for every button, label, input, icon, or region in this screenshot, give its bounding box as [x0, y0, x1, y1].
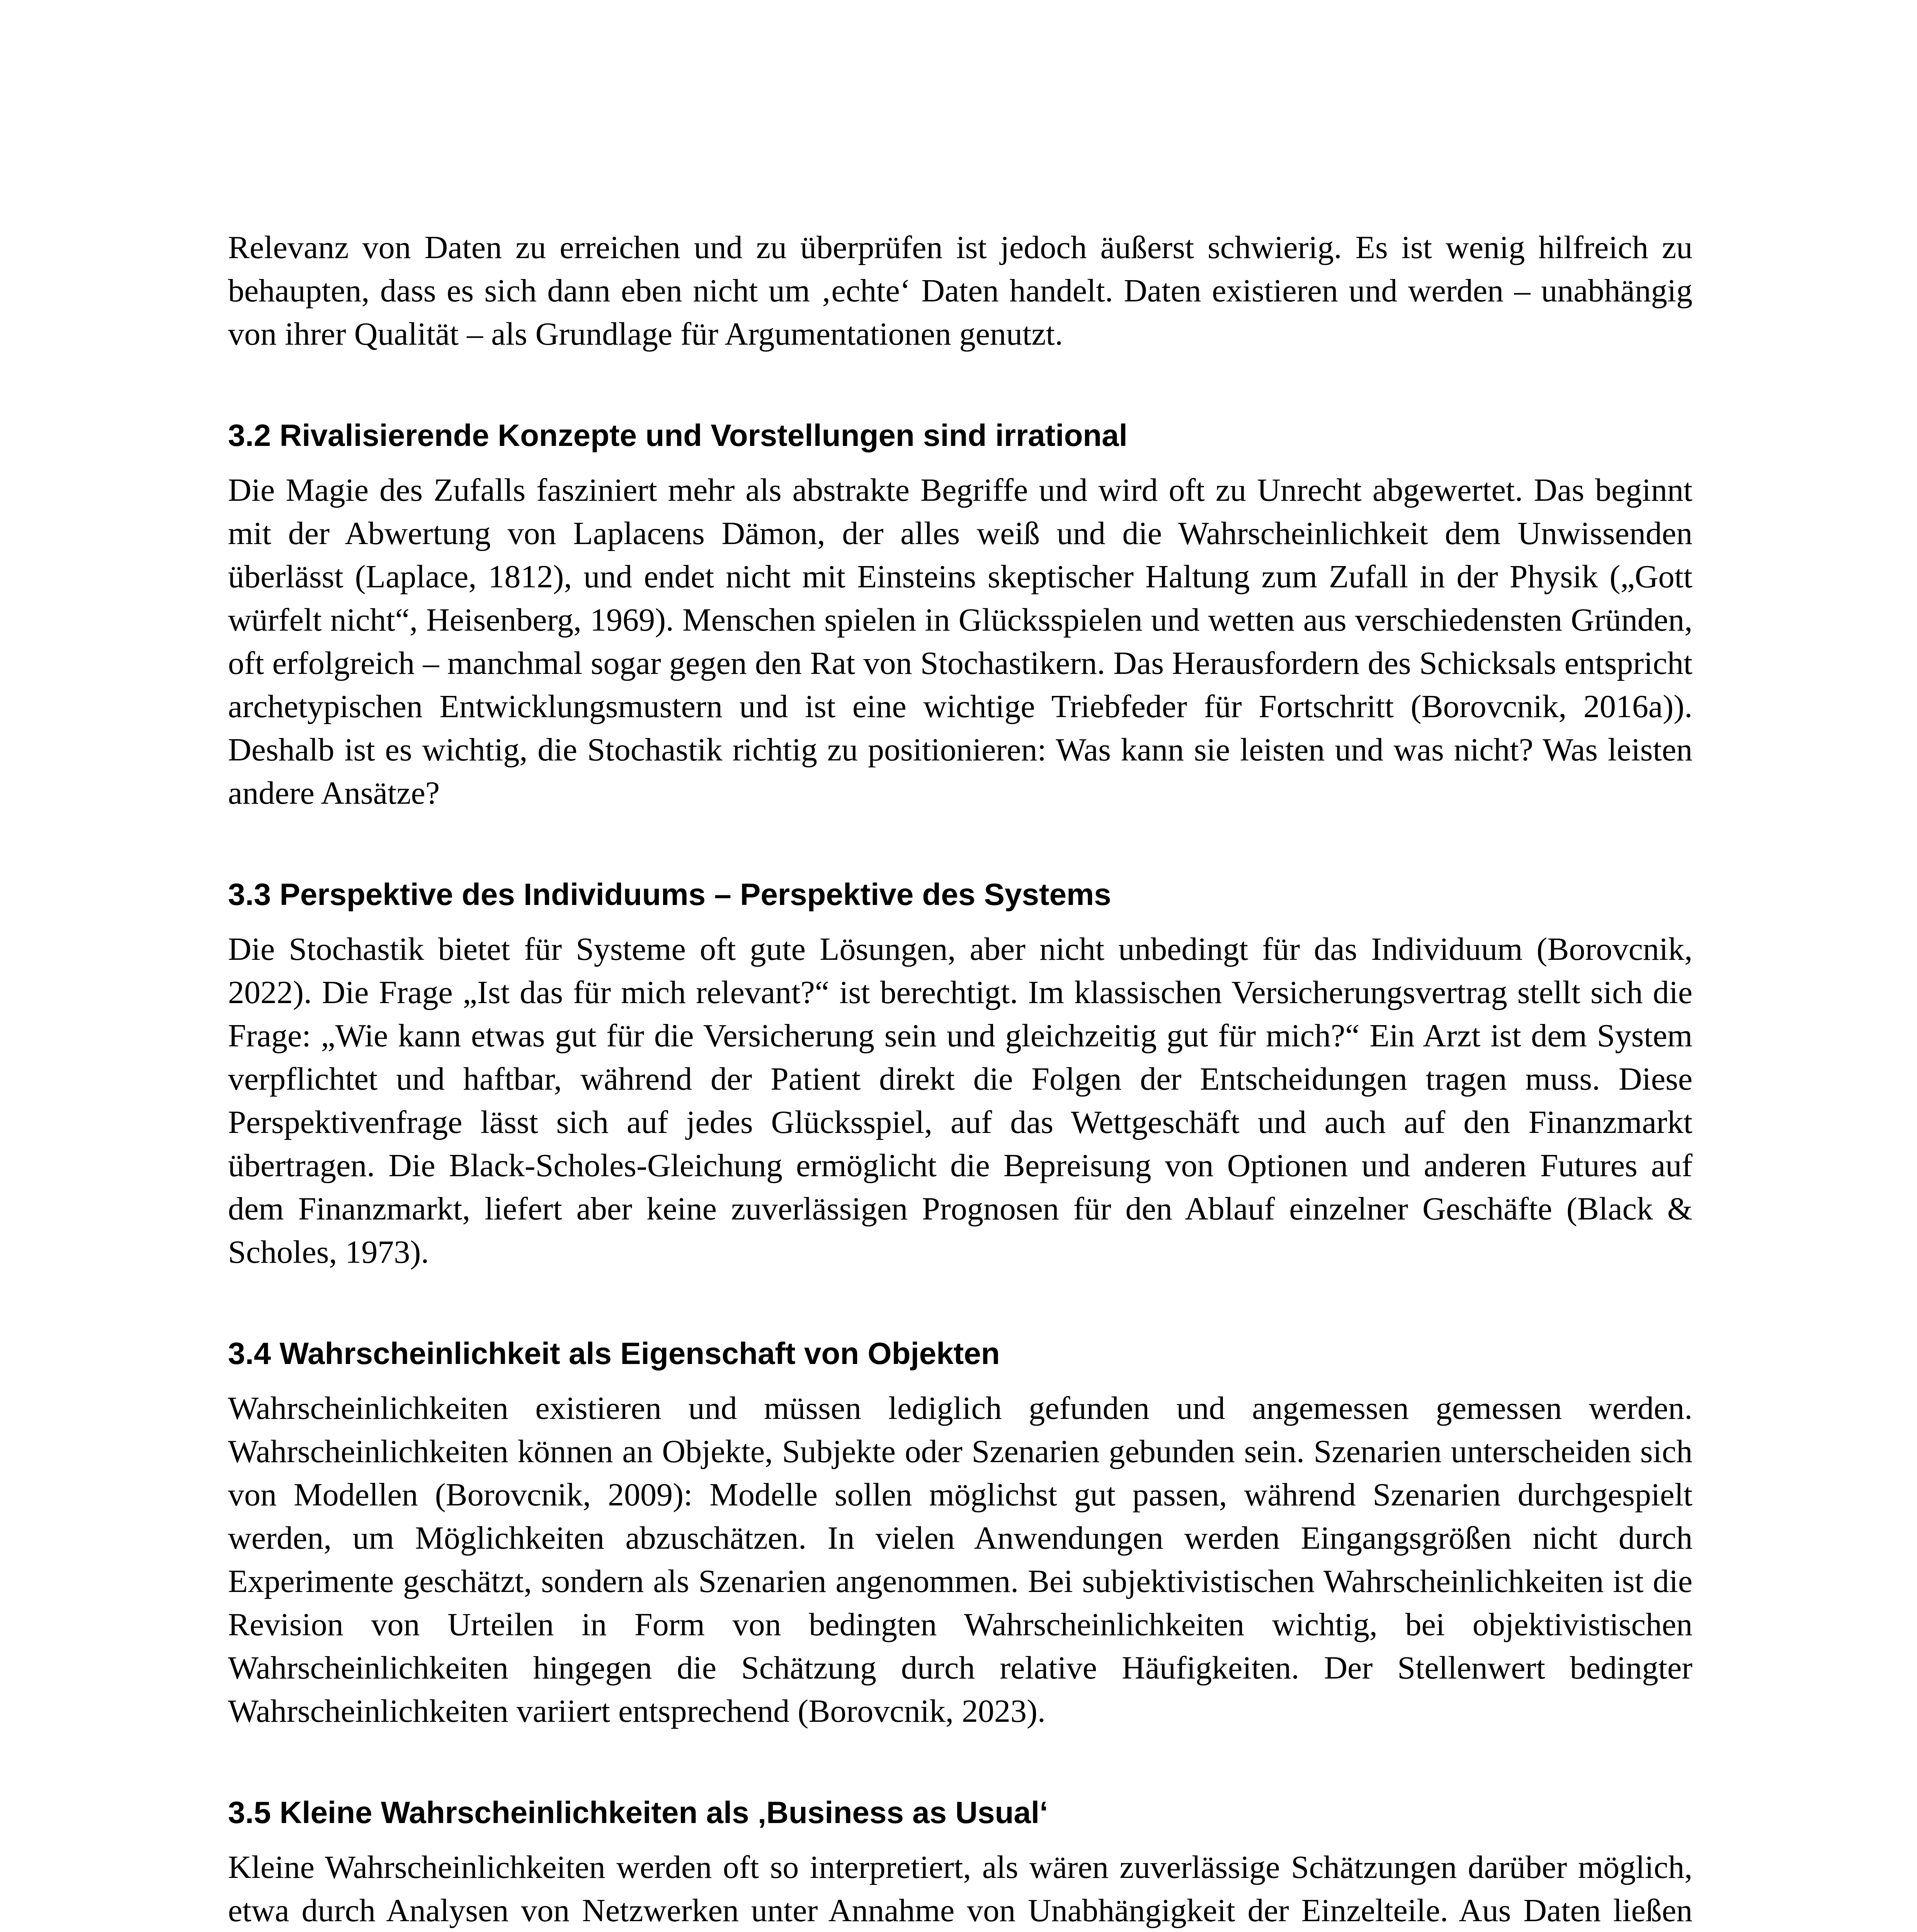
section-body-3-2: Die Magie des Zufalls fasziniert mehr als abstrakte Begriffe und wird oft zu Unrecht abgewertet. Das beginnt mit der Abwertung von Laplacens Dämon, der alles weiß und die Wahrscheinlichkeit dem Unwissenden überlässt (Laplace, 1812), und endet nicht mit Einsteins skeptischer Haltung zum Zufall in der Physik („Gott würfelt nicht“, Heisenberg, 1969). Menschen spielen in Glücksspielen und wetten aus verschiedensten Gründen, oft erfolgreich – manchmal sogar gegen den Rat von Stochastikern. Das Herausfordern des Schicksals entspricht archetypischen Entwicklungsmustern und ist eine wichtige Triebfeder für Fortschritt (Borovcnik, 2016a)). Deshalb ist es wichtig, die Stochastik richtig zu positionieren: Was kann sie leisten und was nicht? Was leisten andere Ansätze? [228, 472, 1692, 811]
page-content [228, 226, 1692, 1932]
section-heading-3-4: 3.4 Wahrscheinlichkeit als Eigenschaft von Objekten [228, 1336, 1000, 1371]
section-heading-3-5: 3.5 Kleine Wahrscheinlichkeiten als ‚Business as Usual‘ [228, 1795, 1048, 1830]
intro-paragraph: Relevanz von Daten zu erreichen und zu überprüfen ist jedoch äußerst schwierig. Es ist wenig hilfreich zu behaupten, dass es sich dann eben nicht um ‚echte‘ Daten handelt. Daten existieren und werden – unabhängig von ihrer Qualität – als Grundlage für Argumentationen genutzt. [228, 230, 1692, 352]
section-heading-3-3: 3.3 Perspektive des Individuums – Perspektive des Systems [228, 877, 1111, 912]
section-heading-3-2: 3.2 Rivalisierende Konzepte und Vorstellungen sind irrational [228, 418, 1128, 452]
section-body-3-3: Die Stochastik bietet für Systeme oft gute Lösungen, aber nicht unbedingt für das Individuum (Borovcnik, 2022). Die Frage „Ist das für mich relevant?“ ist berechtigt. Im klassischen Versicherungsvertrag stellt sich die Frage: „Wie kann etwas gut für die Versicherung sein und gleichzeitig gut für mich?“ Ein Arzt ist dem System verpflichtet und haftbar, während der Patient direkt die Folgen der Entscheidungen tragen muss. Diese Perspektivenfrage lässt sich auf jedes Glücksspiel, auf das Wettgeschäft und auch auf den Finanzmarkt übertragen. Die Black-Scholes-Gleichung ermöglicht die Bepreisung von Optionen und anderen Futures auf dem Finanzmarkt, liefert aber keine zuverlässigen Prognosen für den Ablauf einzelner Geschäfte (Black & Scholes, 1973). [228, 931, 1692, 1270]
section-body-3-4: Wahrscheinlichkeiten existieren und müssen lediglich gefunden und angemessen gemessen werden. Wahrscheinlichkeiten können an Objekte, Subjekte oder Szenarien gebunden sein. Szenarien unterscheiden sich von Modellen (Borovcnik, 2009): Modelle sollen möglichst gut passen, während Szenarien durchgespielt werden, um Möglichkeiten abzuschätzen. In vielen Anwendungen werden Eingangsgrößen nicht durch Experimente geschätzt, sondern als Szenarien angenommen. Bei subjektivistischen Wahrscheinlichkeiten ist die Revision von Urteilen in Form von bedingten Wahrscheinlichkeiten wichtig, bei objektivistischen Wahrscheinlichkeiten hingegen die Schätzung durch relative Häufigkeiten. Der Stellenwert bedingter Wahrscheinlichkeiten variiert entsprechend (Borovcnik, 2023). [228, 1390, 1692, 1729]
section-body-3-5: Kleine Wahrscheinlichkeiten werden oft so interpretiert, als wären zuverlässige Schätzungen darüber möglich, etwa durch Analysen von Netzwerken unter Annahme von Unabhängigkeit der Einzelteile. Aus Daten ließen [228, 1849, 1692, 1929]
